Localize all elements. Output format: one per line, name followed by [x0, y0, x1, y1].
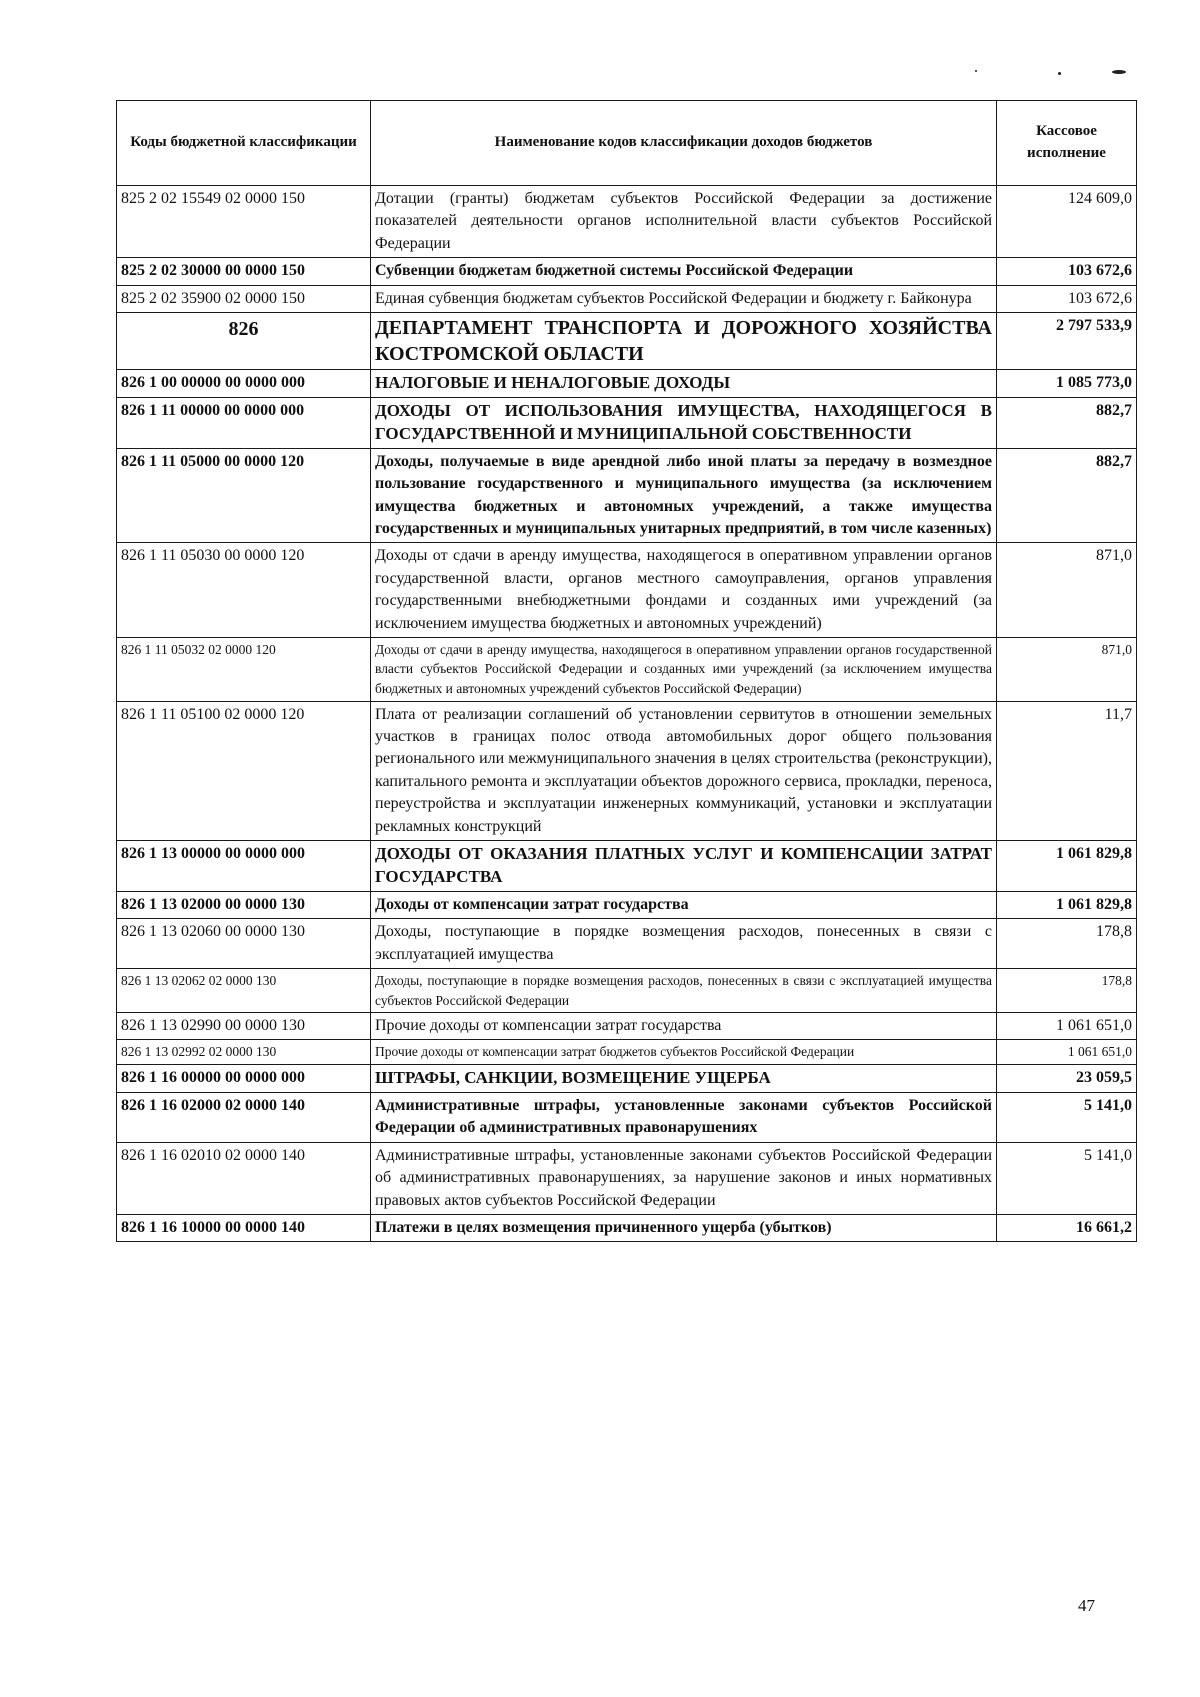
row-code: 826 1 00 00000 00 0000 000 [117, 369, 371, 397]
row-code: 826 1 13 02000 00 0000 130 [117, 891, 371, 918]
table-row [117, 258, 1137, 285]
row-amount: 11,7 [997, 701, 1137, 840]
row-amount: 178,8 [997, 968, 1137, 1012]
row-amount: 1 061 651,0 [997, 1013, 1137, 1040]
table-row [117, 285, 1137, 312]
table-header-row [117, 101, 1137, 186]
row-amount: 5 141,0 [997, 1092, 1137, 1142]
row-code: 826 1 16 02010 02 0000 140 [117, 1142, 371, 1214]
page-number: 47 [1078, 1596, 1095, 1615]
scan-speck [1112, 70, 1126, 74]
row-code: 826 1 16 00000 00 0000 000 [117, 1065, 371, 1093]
row-name: Доходы, поступающие в порядке возмещения расходов, понесенных в связи с эксплуатацией имущества [371, 919, 997, 969]
row-amount: 103 672,6 [997, 258, 1137, 285]
row-name: Доходы, получаемые в виде арендной либо иной платы за передачу в возмездное пользование государственного и муниципального имущества (за исключением имущества бюджетных и автономных учреждений, а также имущества государственных и муниципальных унитарных предприятий, в том числе казенных) [371, 448, 997, 543]
row-code: 826 1 13 02990 00 0000 130 [117, 1013, 371, 1040]
row-name: Единая субвенция бюджетам субъектов Российской Федерации и бюджету г. Байконура [371, 285, 997, 312]
table-row [117, 840, 1137, 891]
row-code: 826 1 11 05000 00 0000 120 [117, 448, 371, 543]
budget-revenue-table [116, 100, 1137, 1242]
row-code: 826 1 13 02060 00 0000 130 [117, 919, 371, 969]
table-row [117, 637, 1137, 701]
table-row [117, 448, 1137, 543]
table-row [117, 1040, 1137, 1065]
table-row [117, 369, 1137, 397]
table-row [117, 891, 1137, 918]
row-name: Плата от реализации соглашений об установлении сервитутов в отношении земельных участков в границах полос отвода автомобильных дорог общего пользования регионального или межмуниципального значения в целях строительства (реконструкции), капитального ремонта и эксплуатации объектов дорожного сервиса, прокладки, переноса, переустройства и эксплуатации инженерных коммуникаций, установки и эксплуатации рекламных конструкций [371, 701, 997, 840]
row-name: Прочие доходы от компенсации затрат бюджетов субъектов Российской Федерации [371, 1040, 997, 1065]
scan-speck [1058, 72, 1061, 75]
row-code: 826 1 11 05030 00 0000 120 [117, 543, 371, 638]
row-name: Доходы от сдачи в аренду имущества, находящегося в оперативном управлении органов государственной власти, органов местного самоуправления, органов управления государственными внебюджетными фондами и созданных ими учреждений (за исключением имущества бюджетных и автономных учреждений) [371, 543, 997, 638]
row-amount: 882,7 [997, 448, 1137, 543]
row-code: 826 1 11 05100 02 0000 120 [117, 701, 371, 840]
row-amount: 1 061 651,0 [997, 1040, 1137, 1065]
row-name: ШТРАФЫ, САНКЦИИ, ВОЗМЕЩЕНИЕ УЩЕРБА [371, 1065, 997, 1093]
table-row [117, 1065, 1137, 1093]
row-amount: 871,0 [997, 637, 1137, 701]
table-row [117, 1142, 1137, 1214]
row-name: Прочие доходы от компенсации затрат государства [371, 1013, 997, 1040]
header-amount: Кассовое исполнение [997, 101, 1137, 186]
row-name: Доходы от сдачи в аренду имущества, находящегося в оперативном управлении органов государственной власти субъектов Российской Федерации и созданных ими учреждений (за исключением имущества бюджетных и автономных учреждений субъектов Российской Федерации) [371, 637, 997, 701]
row-code: 826 1 16 02000 02 0000 140 [117, 1092, 371, 1142]
table-row [117, 543, 1137, 638]
row-amount: 1 061 829,8 [997, 840, 1137, 891]
row-code: 826 [117, 312, 371, 369]
header-code: Коды бюджетной классификации [117, 101, 371, 186]
row-code: 826 1 11 05032 02 0000 120 [117, 637, 371, 701]
table-row [117, 397, 1137, 448]
row-code: 825 2 02 30000 00 0000 150 [117, 258, 371, 285]
row-name: Доходы от компенсации затрат государства [371, 891, 997, 918]
row-name: ДОХОДЫ ОТ ОКАЗАНИЯ ПЛАТНЫХ УСЛУГ И КОМПЕНСАЦИИ ЗАТРАТ ГОСУДАРСТВА [371, 840, 997, 891]
row-amount: 2 797 533,9 [997, 312, 1137, 369]
row-name: Административные штрафы, установленные законами субъектов Российской Федерации об административных правонарушениях [371, 1092, 997, 1142]
row-code: 826 1 11 00000 00 0000 000 [117, 397, 371, 448]
row-amount: 871,0 [997, 543, 1137, 638]
row-code: 826 1 13 02062 02 0000 130 [117, 968, 371, 1012]
row-amount: 178,8 [997, 919, 1137, 969]
row-code: 826 1 13 02992 02 0000 130 [117, 1040, 371, 1065]
row-amount: 103 672,6 [997, 285, 1137, 312]
row-amount: 1 085 773,0 [997, 369, 1137, 397]
row-amount: 16 661,2 [997, 1214, 1137, 1241]
table-row [117, 968, 1137, 1012]
table-row [117, 1214, 1137, 1241]
table-row [117, 312, 1137, 369]
row-name: Административные штрафы, установленные законами субъектов Российской Федерации об административных правонарушениях, за нарушение законов и иных нормативных правовых актов субъектов Российской Федерации [371, 1142, 997, 1214]
row-name: ДЕПАРТАМЕНТ ТРАНСПОРТА И ДОРОЖНОГО ХОЗЯЙСТВА КОСТРОМСКОЙ ОБЛАСТИ [371, 312, 997, 369]
table-row [117, 701, 1137, 840]
row-name: Платежи в целях возмещения причиненного ущерба (убытков) [371, 1214, 997, 1241]
table-row [117, 919, 1137, 969]
row-amount: 23 059,5 [997, 1065, 1137, 1093]
row-code: 826 1 16 10000 00 0000 140 [117, 1214, 371, 1241]
header-name: Наименование кодов классификации доходов бюджетов [371, 101, 997, 186]
table-row [117, 186, 1137, 258]
row-name: Доходы, поступающие в порядке возмещения расходов, понесенных в связи с эксплуатацией имущества субъектов Российской Федерации [371, 968, 997, 1012]
row-name: Дотации (гранты) бюджетам субъектов Российской Федерации за достижение показателей деятельности органов исполнительной власти субъектов Российской Федерации [371, 186, 997, 258]
row-code: 825 2 02 35900 02 0000 150 [117, 285, 371, 312]
row-amount: 882,7 [997, 397, 1137, 448]
row-amount: 5 141,0 [997, 1142, 1137, 1214]
row-name: ДОХОДЫ ОТ ИСПОЛЬЗОВАНИЯ ИМУЩЕСТВА, НАХОДЯЩЕГОСЯ В ГОСУДАРСТВЕННОЙ И МУНИЦИПАЛЬНОЙ СОБСТВЕННОСТИ [371, 397, 997, 448]
row-name: НАЛОГОВЫЕ И НЕНАЛОГОВЫЕ ДОХОДЫ [371, 369, 997, 397]
table-row [117, 1092, 1137, 1142]
row-code: 825 2 02 15549 02 0000 150 [117, 186, 371, 258]
row-code: 826 1 13 00000 00 0000 000 [117, 840, 371, 891]
table-row [117, 1013, 1137, 1040]
row-amount: 1 061 829,8 [997, 891, 1137, 918]
row-name: Субвенции бюджетам бюджетной системы Российской Федерации [371, 258, 997, 285]
row-amount: 124 609,0 [997, 186, 1137, 258]
scan-speck [975, 70, 977, 72]
